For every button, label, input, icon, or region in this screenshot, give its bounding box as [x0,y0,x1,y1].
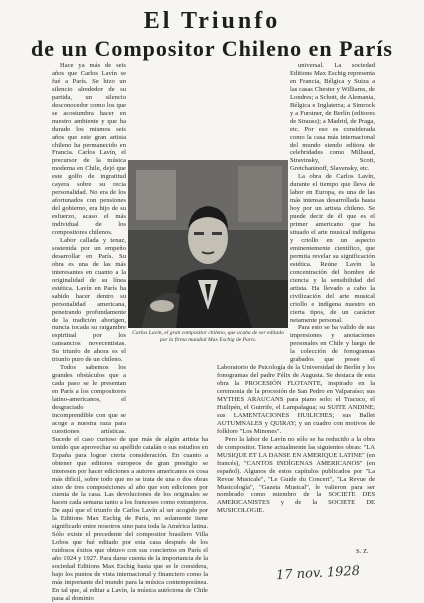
handwritten-date: 17 nov. 1928 [275,563,361,584]
article-title-line2: de un Compositor Chileno en París [30,36,393,61]
photo-caption: Carlos Lavín, el gran compositor chileno, que acaba de ser editado por la firma mundial Max Eschig de París. [128,330,288,344]
right-paragraph: Pero la labor de Lavín no sólo se ha reducido a la obra de compositor. Tiene actualmente las siguientes obras: "LA MUSIQUE ET LA DANSE EN AMERIQUE LATINE" (en francés), "CANTOS INDÍGENAS AMERICANOS" (en español). Algunos de estos capítulos publicados por "La Revue Musicale", "Le Guide du Concert", "La Revue de Musicología", "Gazeta Musical", le valieron para ser nombrado como miembro de la SOCIETE DES AMERICANISTES y de la SOCIETE DE MUSICOLOGIE. [217,435,375,515]
left-paragraph: Labor callada y tenaz, sostenida por un empeño desarrollar en París. Su obra es una de las más interesantes en cuanto a la originalidad de su línea estética. Lavín en París ha sabido hacer dentro su personalidad americana, penetrando profundamente de la tradición aborigen, nuncia tocada su raigambre espiritual por los cansancios novecentistas. Su triunfo de ahora es el triunfo puro de un chileno. [52,236,126,364]
portrait-photo [128,160,288,328]
left-paragraph: Todos sabemos los grandes obstáculos que a cada paso se le presentan en París a los compositores latino-americanos, el desgraciado incomprendible con que se acoge a nuestra raza para cuestiones artísticas. Sucede el caso curioso de que más de algún artista ha tenido que aprovechar su apellido catalán o sus estudios en España para lograr cierta consideración. En cuanto a obtener que editores europeos de gran prestigio se interesen por hacer ediciones a autores americanos es cosa más difícil, sobre todo que no se trata de una o dos obras sino de tres composiciones al año que son ediciones por cuenta de la casa. Las devoluciones de los originales se hacen cada semana tanto a los franceses como extranjeros. De aquí que el triunfo de Carlos Lavín al ser acogido por la Editions Max Eschig de París, no solamente tiene significado entre nosotros sino para toda la América latina. Sólo existe el precedente del compositor brasilero Villa Lobos que fué editado por esta casa después de los ruidosos éxitos que obtuvo con sus conciertos en París el año 1924 y 1927. Para darse cuenta de la importancia de la sociedad Editions Max Eschig basta que se le considera, bajo los puntos de vista internacional y financiero como la más importante del mundo para la música contemporánea. En tal que, al editar a Lavín, la música autóctona de Chile pasa al dominio [52,364,208,602]
article-title-line1: El Triunfo [143,8,281,34]
left-paragraph: Hace ya más de seis años que Carlos Lavín se fué a París. Se hizo un silencio alrededor de su partida, un silencio desconocedor como los que se acostumbra hacer en nuestro ambiente y que ha durado los mismos seis años que este gran artista chileno ha permanecido en Francia. Carlos Lavín, el precursor de la música moderna en Chile, dejó que este golfo de ingratitud cayera sobre su recia personalidad. No era de los afortunados con pensiones del gobierno, era hijo de su esfuerzo, acaso el más individual de los compositores chilenos. [52,62,126,237]
portrait-image [128,160,288,328]
right-paragraph: universal. La sociedad Editions Max Eschig representa en Francia, Bélgica y Suiza a las casas Chester y Williams, de Londres; a Schott, de Alemania, Bélgica e Inglaterra; a Simrock y a Furstner, de Berlín (editores de Strauss); a Madrid, de Praga, etc. Por eso es considerada como la casa más internacional del mundo siendo editora de celebridades como Milhaud, Stravinsky, Scott, Gretchaninoff, Slavensky, etc. [290,62,375,173]
right-paragraph: Para esto se ha valido de sus impresiones y anotaciones personales en Chile y luego de la colección de fonogramas grabados que posee el Laboratorio de Psicología de la Universidad de Berlín y los fonogramas del padre Félix de Augusta. Se destaca de esta obra la PROCESIÓN FLOTANTE, inspirado en la ceremonia de la procesión de San Pedro en Valparaíso; sus MYTHES ARAUCANS para piano solo: el Tracuco, el Huilipén, el Guirrife, el Lampalagua; su SUITE ANDINE; sus LAMENTACIONES HUILICHES; sus Ballet AUTUMNALES y QUIRAY; y un cuadro con motivos de folklore "Los Minones". [217,324,375,435]
author-signature: S. Z. [356,548,369,555]
right-paragraph: La obra de Carlos Lavín, durante el tiempo que lleva de labor en Europa, es una de las más intensas desarrollada hasta hoy por un artista chileno. Se puede decir de él que es el primer americano que ha situado el arte musical indígena y criollo en un aspecto eminentemente científico, que permita revelar su significación estética. Reúne Lavín la concentración del hombre de ciencia y la sensibilidad del artista. Ha llevado a cabo la civilización del arte musical criollo e indígena nuestro en cierta tipos, de un carácter netamente personal. [290,173,375,324]
